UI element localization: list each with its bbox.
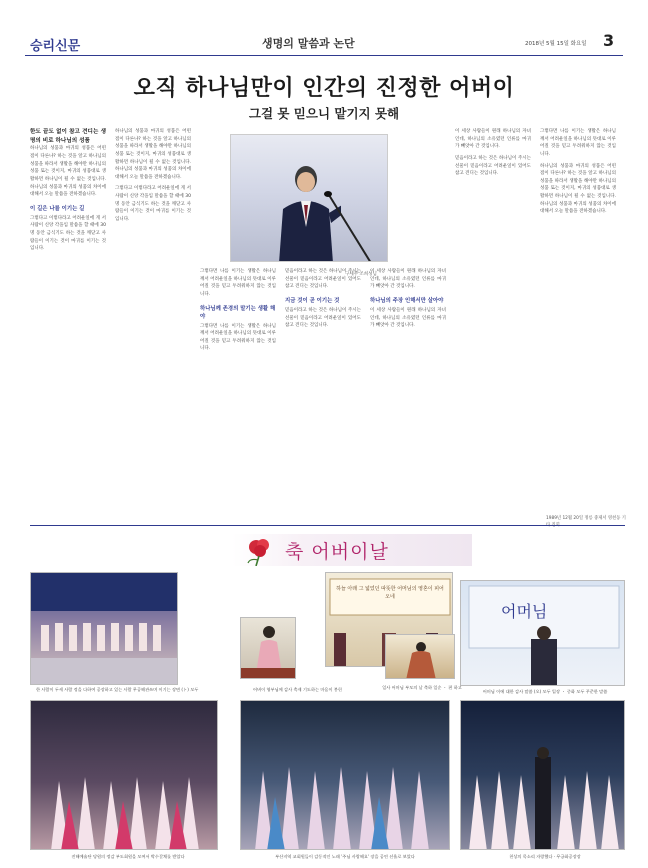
article-paragraph: 믿음이라고 하는 것은 하나님이 주시는 선물이 믿음이라고 어려운일이 있어도 참고 견디는 것입니다. [285,269,361,290]
article-paragraph: 하나님의 성품과 마귀의 성품은 어떤 점이 다른냐? 하는 것을 알고 하나님의 성품을 따라서 생활을 해야만 하나님의 성품 또는 것이지, 마귀의 성품대로 생활하면 하나님이 될 수 없는 것입니다. 하나님의 성품과 마귀의 성품의 차이에 대해서 오늘 말씀을 전하겠습니다. [540,163,616,215]
article-paragraph: 이 세상 사람들이 원래 하나님의 자녀인데, 하나님의 소유였던 인류를 마귀가 빼앗아 간 것입니다. [370,269,446,290]
stage-banner-text: 하늘 아래 그 넓었던 따뜻한 어머님의 영혼이 피어 오네 [336,586,444,600]
instrument-performer-photo [385,634,455,679]
dance-troupe-photo [30,700,218,850]
hanbok-presenter-photo [240,617,296,679]
article-paragraph: 하나님의 성품과 마귀의 성품은 어떤 점이 다른냐? 하는 것을 알고 하나님의 성품을 따라서 생활을 해야만 하나님의 성품 또는 것이지, 마귀의 성품대로 생활하면 하나님이 될 수 없는 것입니다. 하나님의 성품과 마귀의 성품의 차이에 대해서 오늘 말씀을 전하겠습니다. [30,146,106,198]
article-paragraph: 믿음이라고 하는 것은 하나님이 주시는 선물이 믿음이라고 어려운일이 있어도 참고 견디는 것입니다. [285,307,361,329]
microphone-icon [323,191,388,262]
article-paragraph: 이 세상 사람들이 원래 하나님의 자녀인데, 하나님의 소유였던 인류를 마귀가 빼앗아 간 것입니다. [370,307,446,329]
photo-gallery [30,572,625,857]
event-title: 축 어버이날 [285,541,389,563]
photo-caption: 어버이 영부님께 감사 축제 기도하는 마음이 봉헌 [253,687,342,692]
photo-caption: 한 사람이 두세 사람 정을 다하여 공장하고 있는 사람 무공해관쓰며 이기는 장면 (ト) 모두 [36,687,199,692]
section-heading: 하나님의 주장 인해서만 살아야 [370,297,444,304]
photo-caption: 어머님 이에 대한 감사 말씀 (오) 모두 입장 ・ 중화 모두 꾸준한 말씀 [482,689,608,694]
article-paragraph: 하나님의 성품과 마귀의 성품은 어떤 점이 다른냐? 하는 것을 알고 하나님의 성품을 따라서 생활을 해야만 하나님의 성품 또는 것이지, 마귀의 성품대로 생활하면 하나님이 될 수 없는 것입니다. 하나님의 성품과 마귀의 성품의 차이에 대해서 오늘 말씀을 전하겠습니다. [115,129,191,180]
section-heading: 지금 것이 곧 이기는 것 [285,297,340,304]
article-paragraph: 그렇다면 나를 이기는 생활은 하나님 께서 어려운일을 하나님의 뜻대로 이루어질 것을 믿고 두려워하지 않는 것입니다. [540,129,616,157]
photo-caption: 일사 어머님 부모의 날 축하 일순 ・ 편 하고 [382,685,462,690]
article-paragraph: 이 세상 사람들이 원래 하나님의 자녀인데, 하나님의 소유였던 인류를 마귀가 빼앗아 간 것입니다. [455,129,531,150]
mother-banner-text: 어머님 [501,602,548,621]
photo-caption: 부산지역 교회원들이 감동적인 노래 '주님 사랑해요' 장을 공연 선율로 보았다 [275,854,415,859]
photo-caption: 구세주 조희성님 [345,272,377,277]
photo-caption: 천상의 목소리 자랑했다 · 무궁화공장장 [509,854,581,859]
article-paragraph: 그렇다고 이렇다라고 어려운일에 게 서 사람이 신앙 각을입 말씀을 할 때에 30명 동안 금식기도 하는 것을 깨닫고 사람들이 이기는 것이 마귀를 이기는 것입니다. [30,215,106,252]
masthead-rule [25,55,623,56]
section-heading: 이 길은 나를 이기는 길 [30,205,85,212]
article-lead: 한도 끝도 없이 참고 견디는 생명의 비로 하나님의 성품 [30,129,106,144]
section-title: 생명의 말씀과 논단 [262,37,355,50]
photo-caption: 진해예술단 당원의 정감 부도회원을 모여서 박수갈채를 받았다 [71,854,185,859]
carnation-icon [242,536,276,566]
mother-banner-photo [460,580,625,686]
subheadline: 그걸 못 믿으니 맡기지 못해 [248,106,400,121]
end-note: 1989년 12월 20일 정릉 중제서 영천동 기 [546,516,626,521]
article-column [540,128,616,508]
section-divider [30,525,625,526]
choir-photo [30,572,178,685]
choir-stage-photo [460,700,625,850]
dateline: 2018년 5월 15일 화요일 [525,41,587,47]
busan-church-photo [240,700,450,850]
article-paragraph: 그렇다면 나를 이기는 생활은 하나님 께서 어려운일을 하나님의 뜻대로 이루어질 것을 믿고 두려워하지 않는 것입니다. [200,269,276,297]
speaker-photo [230,134,388,262]
article-paragraph: 믿음이라고 하는 것은 하나님이 주시는 선물이 믿음이라고 어려운일이 있어도 참고 견디는 것입니다. [455,155,531,177]
headline: 오직 하나님만이 인간의 진정한 어버이 [133,75,515,101]
masthead [0,0,648,62]
page-number: 3 [603,31,615,50]
newspaper-logo: 승리신문 [30,39,81,54]
section-heading: 하나님께 존경의 말기는 생활 해야 [200,305,276,320]
article-paragraph: 그렇다고 이렇다라고 어려운일에 게 서 사람이 신앙 각을입 말씀을 할 때에 30명 동안 금식기도 하는 것을 깨닫고 사람들이 이기는 것이 마귀를 이기는 것입니다. [115,186,191,223]
article-paragraph: 그렇다면 나를 이기는 생활은 하나님 께서 어려운일을 하나님의 뜻대로 이루어질 것을 믿고 두려워하지 않는 것입니다. [200,323,276,352]
